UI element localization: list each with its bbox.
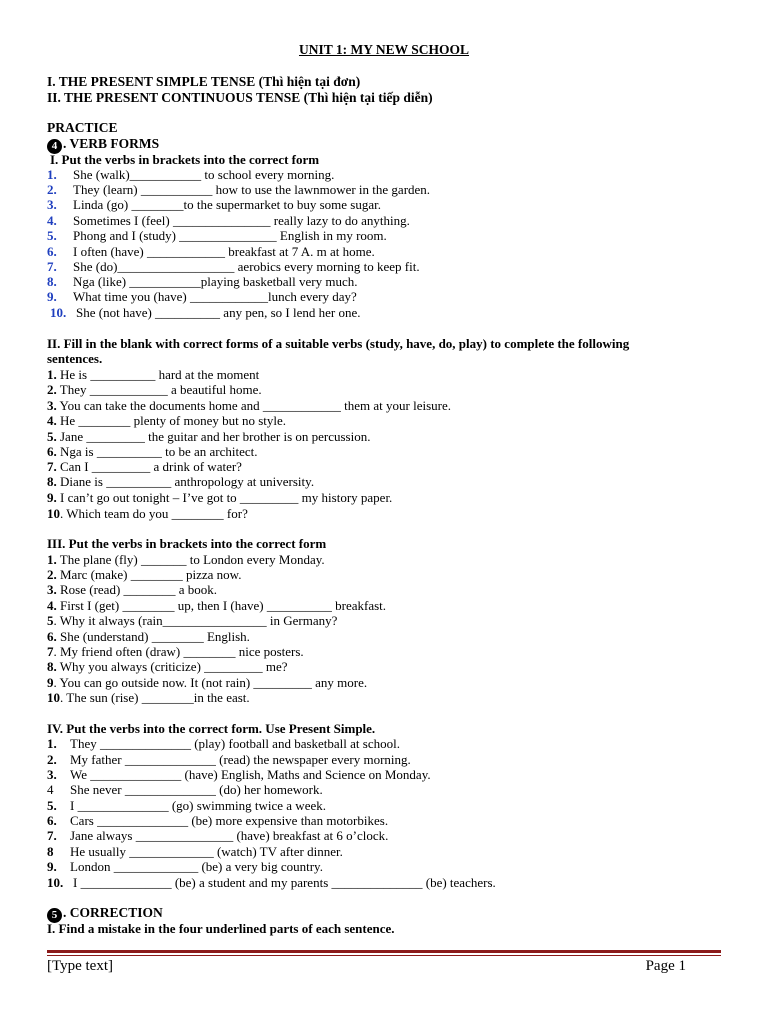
exercise-4-item: 2. My father ______________ (read) the newspaper every morning. (47, 752, 411, 767)
footer-rule-thin (47, 955, 721, 956)
exercise-4-item: 6. Cars ______________ (be) more expensive than motorbikes. (47, 813, 389, 828)
exercise-1-item: 2. They (learn) ___________ how to use the lawnmower in the garden. (47, 182, 431, 197)
exercise-3-item: 5. Why it always (rain________________ in Germany? (47, 613, 338, 628)
page-number: Page 1 (645, 958, 686, 974)
exercise-1-item: 4. Sometimes I (feel) _______________ really lazy to do anything. (47, 213, 410, 228)
exercise-1-item: 3. Linda (go) ________to the supermarket to buy some sugar. (47, 197, 381, 212)
exercise-2-title-cont: sentences. (47, 351, 103, 366)
exercise-2-item: 4. He ________ plenty of money but no style. (47, 413, 287, 428)
exercise-1-title: I. Put the verbs in brackets into the correct form (50, 152, 320, 167)
exercise-3-item: 9. You can go outside now. It (not rain) _________ any more. (47, 675, 368, 690)
exercise-1-item: 1. She (walk)___________ to school every morning. (47, 167, 335, 182)
footer-rule-thick (47, 950, 721, 953)
exercise-2-item: 1. He is __________ hard at the moment (47, 367, 260, 382)
verb-forms-label: . VERB FORMS (63, 136, 160, 151)
exercise-3-item: 4. First I (get) ________ up, then I (have) __________ breakfast. (47, 598, 387, 613)
practice-heading: PRACTICE (47, 120, 118, 135)
exercise-3-item: 7. My friend often (draw) ________ nice posters. (47, 644, 304, 659)
heading-present-simple: I. THE PRESENT SIMPLE TENSE (Thì hiện tại đơn) (47, 74, 361, 89)
exercise-3-item: 2. Marc (make) ________ pizza now. (47, 567, 242, 582)
exercise-4-item: 5. I ______________ (go) swimming twice a week. (47, 798, 326, 813)
page-title: UNIT 1: MY NEW SCHOOL (298, 42, 470, 57)
exercise-3-item: 1. The plane (fly) _______ to London every Monday. (47, 552, 325, 567)
number-badge-icon: 4 (47, 139, 62, 154)
exercise-2-item: 9. I can’t go out tonight – I’ve got to _________ my history paper. (47, 490, 393, 505)
exercise-1-item: 9. What time you (have) ____________lunch every day? (47, 289, 357, 304)
exercise-2-title: II. Fill in the blank with correct forms of a suitable verbs (study, have, do, play) to complete the following (47, 336, 630, 351)
exercise-2-item: 2. They ____________ a beautiful home. (47, 382, 262, 397)
exercise-1-item: 6. I often (have) ____________ breakfast at 7 A. m at home. (47, 244, 375, 259)
exercise-3-item: 10. The sun (rise) ________in the east. (47, 690, 250, 705)
exercise-2-item: 10. Which team do you ________ for? (47, 506, 248, 521)
exercise-1-item: 7. She (do)__________________ aerobics every morning to keep fit. (47, 259, 420, 274)
exercise-4-item: 7. Jane always _______________ (have) breakfast at 6 o’clock. (47, 828, 389, 843)
exercise-2-item: 6. Nga is __________ to be an architect. (47, 444, 258, 459)
exercise-3-item: 6. She (understand) ________ English. (47, 629, 250, 644)
exercise-2-item: 3. You can take the documents home and ____________ them at your leisure. (47, 398, 452, 413)
correction-task: I. Find a mistake in the four underlined parts of each sentence. (47, 921, 395, 936)
exercise-4-item: 9. London _____________ (be) a very big country. (47, 859, 323, 874)
footer-placeholder: [Type text] (47, 958, 114, 974)
exercise-4-item: 8 He usually _____________ (watch) TV after dinner. (47, 844, 343, 859)
exercise-3-title: III. Put the verbs in brackets into the correct form (47, 536, 327, 551)
exercise-1-item: 10. She (not have) __________ any pen, so I lend her one. (50, 305, 361, 320)
exercise-4-item: 3. We ______________ (have) English, Maths and Science on Monday. (47, 767, 431, 782)
number-badge-icon: 5 (47, 908, 62, 923)
exercise-3-item: 3. Rose (read) ________ a book. (47, 582, 218, 597)
exercise-1-item: 5. Phong and I (study) _______________ English in my room. (47, 228, 387, 243)
exercise-2-item: 5. Jane _________ the guitar and her brother is on percussion. (47, 429, 371, 444)
exercise-1-item: 8. Nga (like) ___________playing basketball very much. (47, 274, 358, 289)
exercise-4-item: 10. I ______________ (be) a student and my parents ______________ (be) teachers. (47, 875, 496, 890)
exercise-2-item: 7. Can I _________ a drink of water? (47, 459, 242, 474)
exercise-4-item: 4 She never ______________ (do) her homework. (47, 782, 323, 797)
exercise-4-title: IV. Put the verbs into the correct form. Use Present Simple. (47, 721, 376, 736)
exercise-4-item: 1. They ______________ (play) football and basketball at school. (47, 736, 400, 751)
correction-label: . CORRECTION (63, 905, 163, 920)
exercise-2-item: 8. Diane is __________ anthropology at university. (47, 474, 315, 489)
exercise-3-item: 8. Why you always (criticize) _________ me? (47, 659, 288, 674)
heading-present-continuous: II. THE PRESENT CONTINUOUS TENSE (Thì hiện tại tiếp diễn) (47, 90, 433, 105)
